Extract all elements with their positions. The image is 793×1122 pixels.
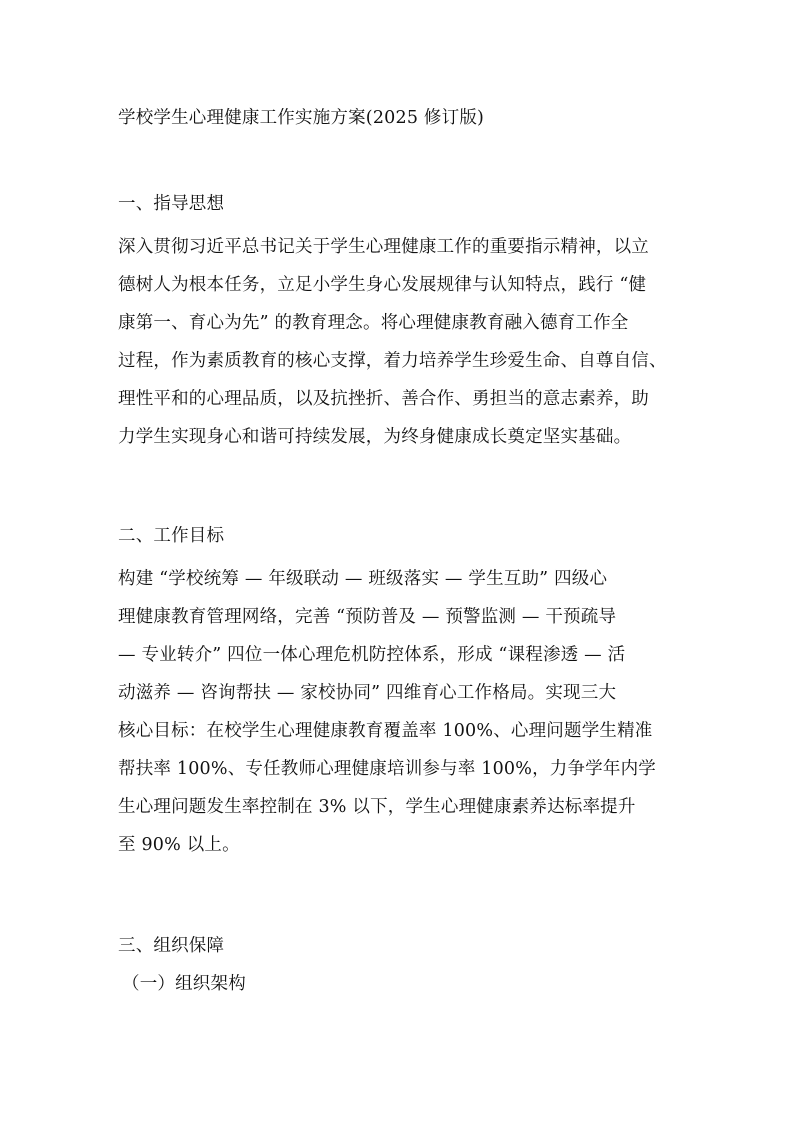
paragraph-line: 力学生实现身心和谐可持续发展，为终身健康成长奠定坚实基础。 <box>118 427 632 447</box>
paragraph-line: 动滋养 — 咨询帮扶 — 家校协同” 四维育心工作格局。实现三大 <box>118 683 617 703</box>
paragraph-line: — 专业转介” 四位一体心理危机防控体系，形成 “课程渗透 — 活 <box>118 645 626 665</box>
paragraph-line: 生心理问题发生率控制在 3% 以下，学生心理健康素养达标率提升 <box>118 797 636 817</box>
section-heading: 三、组织保障 <box>118 936 225 956</box>
paragraph-line: 核心目标：在校学生心理健康教育覆盖率 100%、心理问题学生精准 <box>118 721 653 741</box>
document-title: 学校学生心理健康工作实施方案(2025 修订版) <box>118 108 485 128</box>
paragraph-line: 构建 “学校统筹 — 年级联动 — 班级落实 — 学生互助” 四级心 <box>118 569 608 589</box>
section-heading: 二、工作目标 <box>118 526 225 546</box>
paragraph-line: 理健康教育管理网络，完善 “预防普及 — 预警监测 — 干预疏导 <box>118 607 617 627</box>
paragraph-line: 帮扶率 100%、专任教师心理健康培训参与率 100%，力争学年内学 <box>118 759 656 779</box>
paragraph-line: 理性平和的心理品质，以及抗挫折、善合作、勇担当的意志素养，助 <box>118 389 649 409</box>
paragraph-line: 过程，作为素质教育的核心支撑，着力培养学生珍爱生命、自尊自信、 <box>118 351 667 371</box>
paragraph-line: 康第一、育心为先” 的教育理念。将心理健康教育融入德育工作全 <box>118 313 629 333</box>
paragraph-line: 德树人为根本任务，立足小学生身心发展规律与认知特点，践行 “健 <box>118 275 647 295</box>
paragraph-line: 深入贯彻习近平总书记关于学生心理健康工作的重要指示精神，以立 <box>118 237 649 257</box>
paragraph-line: 至 90% 以上。 <box>118 835 240 855</box>
subsection-heading: （一）组织架构 <box>122 974 246 994</box>
section-heading: 一、指导思想 <box>118 194 225 214</box>
